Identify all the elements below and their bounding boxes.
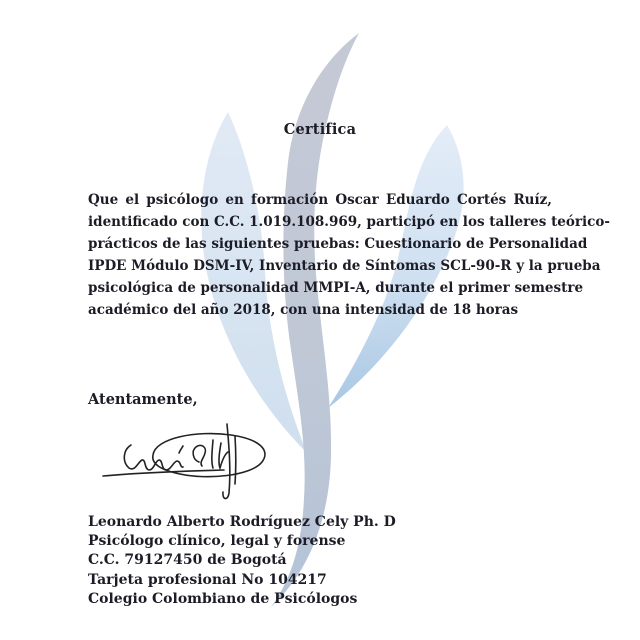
certificate-title: Certifica	[283, 121, 357, 138]
body-line: psicológica de personalidad MMPI-A, durante el primer semestre	[88, 280, 584, 296]
signer-id: C.C. 79127450 de Bogotá	[88, 552, 287, 569]
handwritten-signature	[95, 410, 275, 510]
signer-credentials-block	[88, 513, 568, 609]
signer-license: Tarjeta profesional No 104217	[88, 571, 327, 588]
signature-icon	[95, 410, 275, 510]
body-line: Que el psicólogo en formación Oscar Eduardo Cortés Ruíz,	[88, 192, 552, 208]
signer-name: Leonardo Alberto Rodríguez Cely Ph. D	[88, 514, 396, 530]
signer-association: Colegio Colombiano de Psicólogos	[88, 590, 358, 607]
body-line: académico del año 2018, con una intensidad de 18 horas	[88, 302, 519, 318]
body-line: prácticos de las siguientes pruebas: Cuestionario de Personalidad	[88, 236, 588, 252]
closing-salutation: Atentamente,	[88, 391, 198, 408]
signer-profession: Psicólogo clínico, legal y forense	[88, 533, 346, 550]
body-line: IPDE Módulo DSM-IV, Inventario de Síntomas SCL-90-R y la prueba	[88, 258, 601, 274]
body-line: identificado con C.C. 1.019.108.969, participó en los talleres teórico-	[88, 214, 610, 230]
certificate-body	[88, 189, 610, 321]
